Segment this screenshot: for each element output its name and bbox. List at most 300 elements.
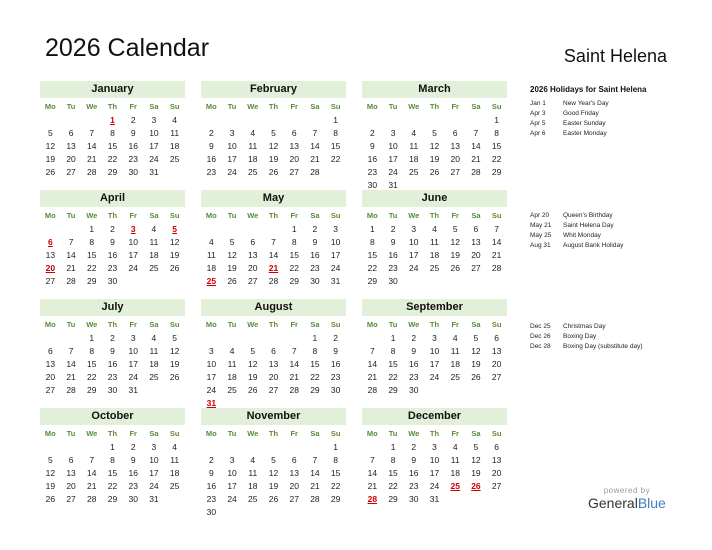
holiday-row <box>530 231 623 241</box>
day-cell: 3 <box>151 115 157 125</box>
holiday-day-cell: 3 <box>130 224 136 234</box>
day-cell: 21 <box>310 154 320 164</box>
weekday-label: We <box>86 429 98 438</box>
day-cell: 23 <box>107 372 118 382</box>
day-cell: 17 <box>128 250 138 260</box>
weekday-label: Mo <box>44 102 56 111</box>
day-cell: 26 <box>169 372 180 382</box>
empty-cell <box>362 332 383 345</box>
day-cell: 7 <box>271 237 276 247</box>
day-cell: 26 <box>450 263 460 273</box>
day-cell: 8 <box>110 455 115 465</box>
month-days-grid <box>201 426 346 519</box>
weekday-label: Th <box>107 211 118 220</box>
weekday-label: Mo <box>44 429 56 438</box>
holiday-day-cell: 26 <box>471 481 481 491</box>
day-cell: 24 <box>409 263 419 273</box>
day-cell: 21 <box>310 481 320 491</box>
day-cell: 1 <box>89 333 95 343</box>
day-cell: 6 <box>68 128 74 138</box>
day-cell: 15 <box>310 359 320 369</box>
day-cell: 21 <box>471 154 481 164</box>
day-cell: 10 <box>206 359 217 369</box>
day-cell: 4 <box>229 346 235 356</box>
day-cell: 25 <box>248 494 258 504</box>
weekday-label: Su <box>491 320 502 329</box>
month-june <box>362 190 507 288</box>
day-cell: 4 <box>172 115 177 125</box>
month-days-grid <box>362 426 507 506</box>
day-cell: 27 <box>289 167 299 177</box>
empty-cell <box>383 114 404 127</box>
day-cell: 5 <box>47 128 53 138</box>
holiday-date: May 21 <box>530 222 552 229</box>
day-cell: 24 <box>227 167 237 177</box>
day-cell: 2 <box>110 224 115 234</box>
day-cell: 12 <box>45 468 56 478</box>
day-cell: 17 <box>128 359 138 369</box>
day-cell: 10 <box>149 128 159 138</box>
day-cell: 8 <box>494 128 499 138</box>
day-cell: 11 <box>248 468 258 478</box>
month-days-grid <box>362 317 507 397</box>
holiday-row <box>530 241 623 251</box>
day-cell: 14 <box>471 141 481 151</box>
day-cell: 24 <box>429 372 440 382</box>
day-cell: 9 <box>130 455 136 465</box>
holiday-date: Dec 25 <box>530 323 551 330</box>
holiday-row <box>530 129 609 139</box>
day-cell: 12 <box>169 346 180 356</box>
day-cell: 25 <box>450 372 460 382</box>
holiday-name: Good Friday <box>563 110 599 117</box>
day-cell: 3 <box>411 224 417 234</box>
day-cell: 15 <box>388 468 398 478</box>
day-cell: 16 <box>206 154 217 164</box>
day-cell: 30 <box>388 276 398 286</box>
day-cell: 7 <box>68 346 74 356</box>
day-cell: 3 <box>432 442 437 452</box>
day-cell: 26 <box>268 494 279 504</box>
holiday-day-cell: 5 <box>172 224 177 234</box>
empty-cell <box>305 441 326 454</box>
day-cell: 17 <box>149 141 159 151</box>
weekday-label: Fr <box>290 211 298 220</box>
day-cell: 8 <box>390 455 396 465</box>
empty-cell <box>61 223 82 236</box>
day-cell: 19 <box>45 154 56 164</box>
holiday-name: Saint Helena Day <box>563 222 614 229</box>
brand-name-part2: Blue <box>637 495 666 511</box>
day-cell: 28 <box>268 276 279 286</box>
day-cell: 14 <box>87 141 97 151</box>
day-cell: 18 <box>149 359 159 369</box>
weekday-label: Mo <box>366 102 378 111</box>
day-cell: 8 <box>312 346 318 356</box>
day-cell: 18 <box>429 250 440 260</box>
day-cell: 17 <box>388 154 398 164</box>
holiday-row <box>530 221 623 231</box>
empty-cell <box>263 114 284 127</box>
day-cell: 15 <box>289 250 299 260</box>
day-cell: 21 <box>87 154 97 164</box>
weekday-label: Su <box>169 429 180 438</box>
day-cell: 28 <box>87 494 97 504</box>
day-cell: 15 <box>388 359 398 369</box>
holiday-name: Boxing Day (substitute day) <box>563 343 643 350</box>
day-cell: 23 <box>409 372 419 382</box>
day-cell: 16 <box>107 359 118 369</box>
holiday-name: Christmas Day <box>563 323 606 330</box>
weekday-label: Th <box>429 429 440 438</box>
day-cell: 20 <box>450 154 460 164</box>
day-cell: 12 <box>227 250 237 260</box>
day-cell: 25 <box>227 385 237 395</box>
empty-cell <box>466 114 487 127</box>
day-cell: 2 <box>333 333 338 343</box>
day-cell: 14 <box>87 468 97 478</box>
day-cell: 23 <box>128 154 138 164</box>
empty-cell <box>242 223 263 236</box>
empty-cell <box>263 223 284 236</box>
day-cell: 11 <box>149 237 159 247</box>
day-cell: 28 <box>491 263 502 273</box>
day-cell: 17 <box>429 359 440 369</box>
day-cell: 18 <box>450 468 460 478</box>
month-april <box>40 190 185 288</box>
holiday-date: Apr 20 <box>530 212 550 219</box>
day-cell: 25 <box>169 154 180 164</box>
day-cell: 25 <box>149 372 159 382</box>
day-cell: 4 <box>432 224 437 234</box>
empty-cell <box>40 441 61 454</box>
day-cell: 9 <box>333 346 338 356</box>
day-cell: 7 <box>89 455 95 465</box>
weekday-label: We <box>247 320 259 329</box>
day-cell: 9 <box>110 237 115 247</box>
day-cell: 4 <box>151 224 157 234</box>
day-cell: 3 <box>229 128 235 138</box>
day-cell: 11 <box>170 455 180 465</box>
day-cell: 26 <box>268 167 279 177</box>
day-cell: 16 <box>206 481 217 491</box>
day-cell: 14 <box>289 359 299 369</box>
month-header: October <box>40 408 185 425</box>
day-cell: 13 <box>66 141 76 151</box>
month-header: November <box>201 408 346 425</box>
day-cell: 9 <box>110 346 115 356</box>
month-header: February <box>201 81 346 98</box>
weekday-label: Tu <box>66 429 76 438</box>
day-cell: 21 <box>367 372 378 382</box>
day-cell: 18 <box>227 372 237 382</box>
day-cell: 4 <box>411 128 417 138</box>
month-header: March <box>362 81 507 98</box>
month-august <box>201 299 346 410</box>
day-cell: 10 <box>388 141 398 151</box>
day-cell: 3 <box>432 333 437 343</box>
holiday-row <box>530 109 609 119</box>
day-cell: 6 <box>68 455 74 465</box>
weekday-label: Fr <box>451 211 459 220</box>
day-cell: 15 <box>87 359 97 369</box>
day-cell: 1 <box>291 224 297 234</box>
day-cell: 20 <box>268 372 279 382</box>
day-cell: 13 <box>45 250 56 260</box>
empty-cell <box>201 223 222 236</box>
day-cell: 27 <box>66 494 76 504</box>
day-cell: 1 <box>390 442 396 452</box>
month-header: September <box>362 299 507 316</box>
day-cell: 1 <box>333 442 338 452</box>
day-cell: 27 <box>491 481 502 491</box>
weekday-label: Th <box>268 429 279 438</box>
empty-cell <box>201 114 222 127</box>
day-cell: 22 <box>367 263 378 273</box>
month-march <box>362 81 507 192</box>
weekday-label: We <box>247 211 259 220</box>
day-cell: 13 <box>268 359 279 369</box>
day-cell: 11 <box>450 346 460 356</box>
weekday-label: Th <box>268 320 279 329</box>
day-cell: 30 <box>206 507 217 517</box>
month-july <box>40 299 185 397</box>
holiday-date: Dec 26 <box>530 333 551 340</box>
day-cell: 20 <box>471 250 481 260</box>
day-cell: 11 <box>227 359 237 369</box>
weekday-label: Su <box>491 102 502 111</box>
day-cell: 6 <box>494 333 499 343</box>
day-cell: 10 <box>128 237 138 247</box>
weekday-label: Tu <box>227 429 237 438</box>
day-cell: 22 <box>388 481 398 491</box>
day-cell: 4 <box>250 128 256 138</box>
weekday-label: Mo <box>44 211 56 220</box>
day-cell: 29 <box>367 276 378 286</box>
holiday-name: August Bank Holiday <box>563 242 624 249</box>
day-cell: 27 <box>471 263 481 273</box>
month-header: January <box>40 81 185 98</box>
holiday-row <box>530 322 642 332</box>
day-cell: 17 <box>149 468 159 478</box>
holiday-row <box>530 332 642 342</box>
day-cell: 6 <box>47 346 53 356</box>
day-cell: 5 <box>172 333 177 343</box>
day-cell: 11 <box>430 237 439 247</box>
weekday-label: Su <box>330 211 341 220</box>
holiday-day-cell: 21 <box>268 263 279 273</box>
day-cell: 2 <box>110 333 115 343</box>
empty-cell <box>424 114 445 127</box>
day-cell: 31 <box>128 385 138 395</box>
day-cell: 20 <box>66 154 76 164</box>
day-cell: 30 <box>310 276 320 286</box>
weekday-label: Fr <box>451 320 459 329</box>
day-cell: 2 <box>130 442 136 452</box>
day-cell: 23 <box>388 263 398 273</box>
day-cell: 17 <box>227 154 237 164</box>
day-cell: 6 <box>271 346 276 356</box>
day-cell: 11 <box>149 346 159 356</box>
day-cell: 25 <box>169 481 180 491</box>
day-cell: 7 <box>473 128 479 138</box>
weekday-label: Sa <box>471 320 481 329</box>
day-cell: 21 <box>367 481 378 491</box>
day-cell: 31 <box>149 494 159 504</box>
day-cell: 23 <box>330 372 341 382</box>
day-cell: 1 <box>312 333 318 343</box>
month-header: May <box>201 190 346 207</box>
holiday-group <box>530 322 642 352</box>
day-cell: 2 <box>390 224 396 234</box>
weekday-label: Fr <box>129 320 137 329</box>
day-cell: 18 <box>149 250 159 260</box>
day-cell: 20 <box>289 154 299 164</box>
day-cell: 8 <box>333 128 338 138</box>
powered-by-text: powered by <box>603 486 651 495</box>
day-cell: 30 <box>128 494 138 504</box>
day-cell: 11 <box>206 250 216 260</box>
day-cell: 21 <box>66 263 76 273</box>
day-cell: 24 <box>330 263 341 273</box>
day-cell: 26 <box>471 372 481 382</box>
weekday-label: Mo <box>366 429 378 438</box>
empty-cell <box>403 114 424 127</box>
day-cell: 29 <box>388 494 398 504</box>
day-cell: 17 <box>330 250 341 260</box>
day-cell: 1 <box>110 442 115 452</box>
holiday-date: Aug 31 <box>530 242 551 249</box>
day-cell: 23 <box>206 167 217 177</box>
day-cell: 7 <box>312 455 318 465</box>
empty-cell <box>263 332 284 345</box>
day-cell: 10 <box>429 346 440 356</box>
day-cell: 16 <box>128 468 138 478</box>
day-cell: 28 <box>289 385 299 395</box>
day-cell: 28 <box>310 494 320 504</box>
weekday-label: Fr <box>129 429 137 438</box>
day-cell: 13 <box>45 359 56 369</box>
month-header: July <box>40 299 185 316</box>
day-cell: 27 <box>45 385 56 395</box>
day-cell: 12 <box>268 468 279 478</box>
day-cell: 29 <box>310 385 320 395</box>
weekday-label: Su <box>169 102 180 111</box>
day-cell: 6 <box>473 224 479 234</box>
day-cell: 20 <box>45 372 56 382</box>
day-cell: 13 <box>66 468 76 478</box>
day-cell: 22 <box>107 154 118 164</box>
weekday-label: Tu <box>388 211 398 220</box>
day-cell: 16 <box>409 359 419 369</box>
weekday-label: Tu <box>388 320 398 329</box>
day-cell: 3 <box>208 346 214 356</box>
day-cell: 23 <box>206 494 217 504</box>
day-cell: 13 <box>450 141 460 151</box>
weekday-label: We <box>86 102 98 111</box>
holidays-title: 2026 Holidays for Saint Helena <box>530 85 647 94</box>
weekday-label: Sa <box>149 429 159 438</box>
empty-cell <box>242 441 263 454</box>
day-cell: 11 <box>248 141 258 151</box>
day-cell: 30 <box>107 276 118 286</box>
holiday-row <box>530 119 609 129</box>
empty-cell <box>362 114 383 127</box>
day-cell: 19 <box>169 250 180 260</box>
day-cell: 28 <box>66 385 76 395</box>
day-cell: 9 <box>411 346 417 356</box>
month-header: December <box>362 408 507 425</box>
day-cell: 6 <box>494 442 499 452</box>
holiday-day-cell: 25 <box>450 481 460 491</box>
weekday-label: Sa <box>310 429 320 438</box>
day-cell: 27 <box>268 385 279 395</box>
day-cell: 28 <box>471 167 481 177</box>
day-cell: 13 <box>289 468 299 478</box>
day-cell: 22 <box>87 372 97 382</box>
day-cell: 7 <box>68 237 74 247</box>
day-cell: 29 <box>388 385 398 395</box>
day-cell: 29 <box>491 167 502 177</box>
day-cell: 5 <box>229 237 235 247</box>
day-cell: 12 <box>169 237 180 247</box>
day-cell: 13 <box>289 141 299 151</box>
weekday-label: Sa <box>310 102 320 111</box>
holiday-row <box>530 211 623 221</box>
holiday-group <box>530 211 623 251</box>
day-cell: 24 <box>388 167 398 177</box>
day-cell: 16 <box>388 250 398 260</box>
day-cell: 21 <box>87 481 97 491</box>
holiday-name: New Year's Day <box>563 100 609 107</box>
day-cell: 17 <box>206 372 217 382</box>
weekday-label: Sa <box>471 102 481 111</box>
empty-cell <box>61 332 82 345</box>
weekday-label: Th <box>107 320 118 329</box>
day-cell: 22 <box>330 481 341 491</box>
weekday-label: We <box>247 102 259 111</box>
empty-cell <box>284 441 305 454</box>
day-cell: 25 <box>429 263 440 273</box>
day-cell: 14 <box>367 359 378 369</box>
weekday-label: Su <box>169 320 180 329</box>
day-cell: 7 <box>369 346 375 356</box>
day-cell: 3 <box>390 128 396 138</box>
day-cell: 16 <box>367 154 378 164</box>
day-cell: 16 <box>409 468 419 478</box>
month-days-grid <box>40 99 185 179</box>
day-cell: 14 <box>491 237 502 247</box>
day-cell: 9 <box>208 141 214 151</box>
day-cell: 19 <box>471 359 481 369</box>
weekday-label: Sa <box>149 320 159 329</box>
day-cell: 5 <box>473 442 479 452</box>
day-cell: 29 <box>107 494 118 504</box>
day-cell: 8 <box>390 346 396 356</box>
day-cell: 15 <box>87 250 97 260</box>
day-cell: 14 <box>66 250 76 260</box>
month-february <box>201 81 346 179</box>
month-days-grid <box>201 317 346 410</box>
weekday-label: Fr <box>451 102 459 111</box>
day-cell: 26 <box>45 494 56 504</box>
month-days-grid <box>362 208 507 288</box>
empty-cell <box>222 223 243 236</box>
country-name: Saint Helena <box>563 46 667 66</box>
empty-cell <box>362 441 383 454</box>
day-cell: 14 <box>310 141 320 151</box>
day-cell: 12 <box>45 141 56 151</box>
